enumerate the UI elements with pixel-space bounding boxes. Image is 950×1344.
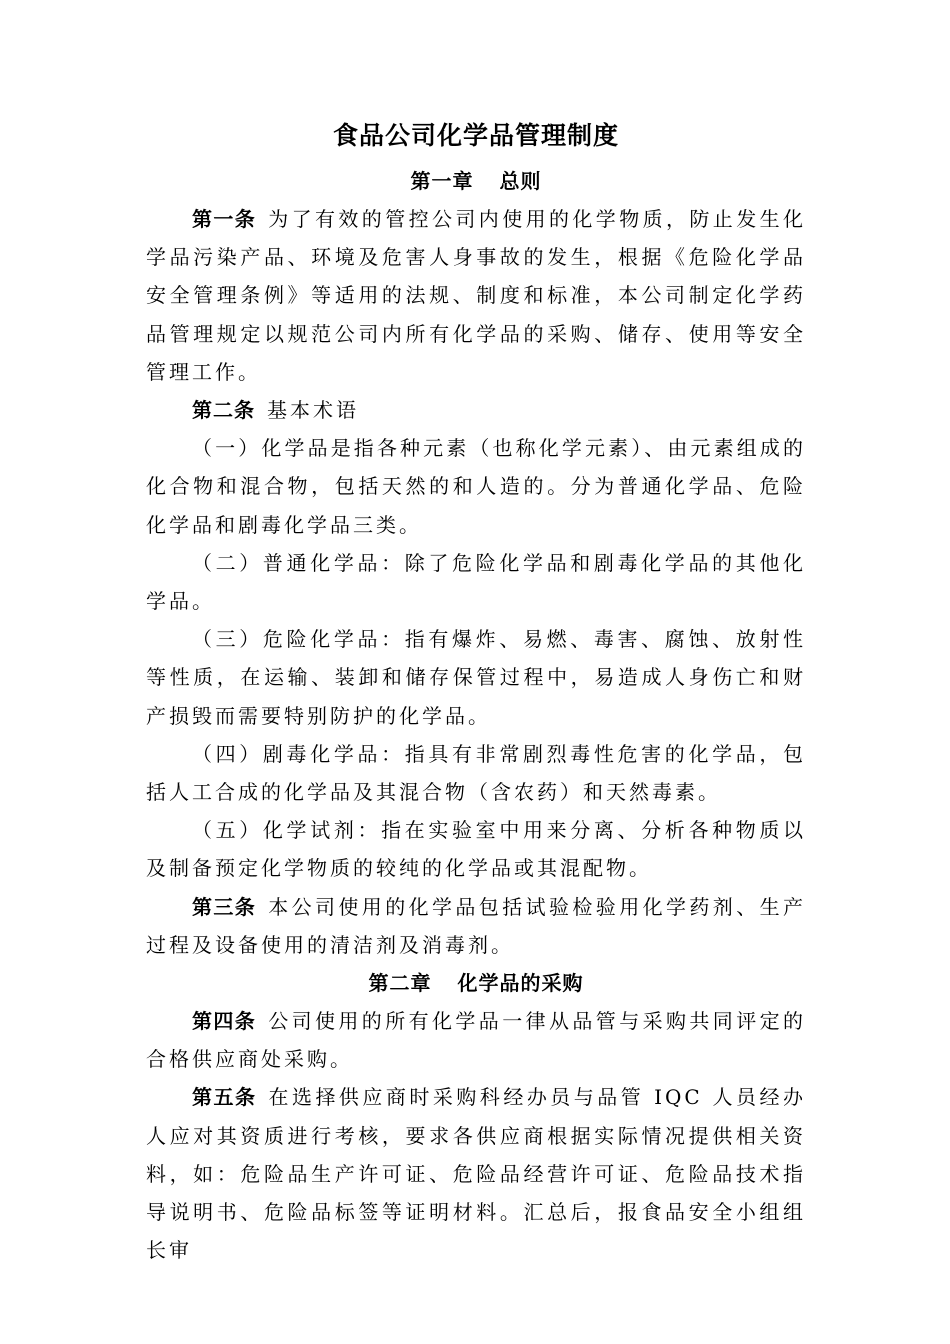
article-3	[146, 888, 806, 964]
term-3: （三）危险化学品：指有爆炸、易燃、毒害、腐蚀、放射性等性质，在运输、装卸和储存保管过程中，易造成人身伤亡和财产损毁而需要特别防护的化学品。	[146, 627, 806, 728]
chapter-name: 化学品的采购	[457, 971, 584, 996]
term-1: （一）化学品是指各种元素（也称化学元素）、由元素组成的化合物和混合物，包括天然的和人造的。分为普通化学品、危险化学品和剧毒化学品三类。	[146, 436, 806, 537]
chapter-heading-1	[146, 162, 806, 200]
chapter-heading-2	[146, 964, 806, 1002]
article-4	[146, 1002, 806, 1078]
article-text: 为了有效的管控公司内使用的化学物质，防止发生化学品污染产品、环境及危害人身事故的发生，根据《危险化学品安全管理条例》等适用的法规、制度和标准，本公司制定化学药品管理规定以规范公司内所有化学品的采购、储存、使用等安全管理工作。	[146, 207, 807, 384]
term-5: （五）化学试剂：指在实验室中用来分离、分析各种物质以及制备预定化学物质的较纯的化学品或其混配物。	[146, 818, 806, 881]
article-text: 在选择供应商时采购科经办员与品管 IQC 人员经办人应对其资质进行考核，要求各供应商根据实际情况提供相关资料，如：危险品生产许可证、危险品经营许可证、危险品技术指导说明书、危险品标签等证明材料。汇总后，报食品安全小组组长审	[146, 1085, 806, 1263]
article-text: 本公司使用的化学品包括试验检验用化学药剂、生产过程及设备使用的清洁剂及消毒剂。	[146, 894, 807, 957]
article-1	[146, 200, 806, 391]
chapter-number: 第二章	[368, 971, 432, 996]
article-label: 第二条	[192, 398, 255, 423]
term-4: （四）剧毒化学品：指具有非常剧烈毒性危害的化学品，包括人工合成的化学品及其混合物（含农药）和天然毒素。	[146, 741, 806, 805]
article-label: 第一条	[192, 207, 257, 231]
article-label: 第五条	[192, 1085, 257, 1110]
article-label: 第四条	[192, 1009, 257, 1034]
chapter-name: 总则	[499, 169, 542, 193]
article-text: 基本术语	[267, 398, 359, 423]
article-text: 公司使用的所有化学品一律从品管与采购共同评定的合格供应商处采购。	[146, 1009, 807, 1072]
document-title: 食品公司化学品管理制度	[332, 121, 619, 150]
article-2	[146, 391, 806, 429]
term-2: （二）普通化学品：除了危险化学品和剧毒化学品的其他化学品。	[146, 550, 806, 614]
article-label: 第三条	[192, 894, 257, 919]
chapter-number: 第一章	[410, 169, 474, 193]
document-body	[146, 112, 806, 1269]
article-5	[146, 1078, 806, 1269]
